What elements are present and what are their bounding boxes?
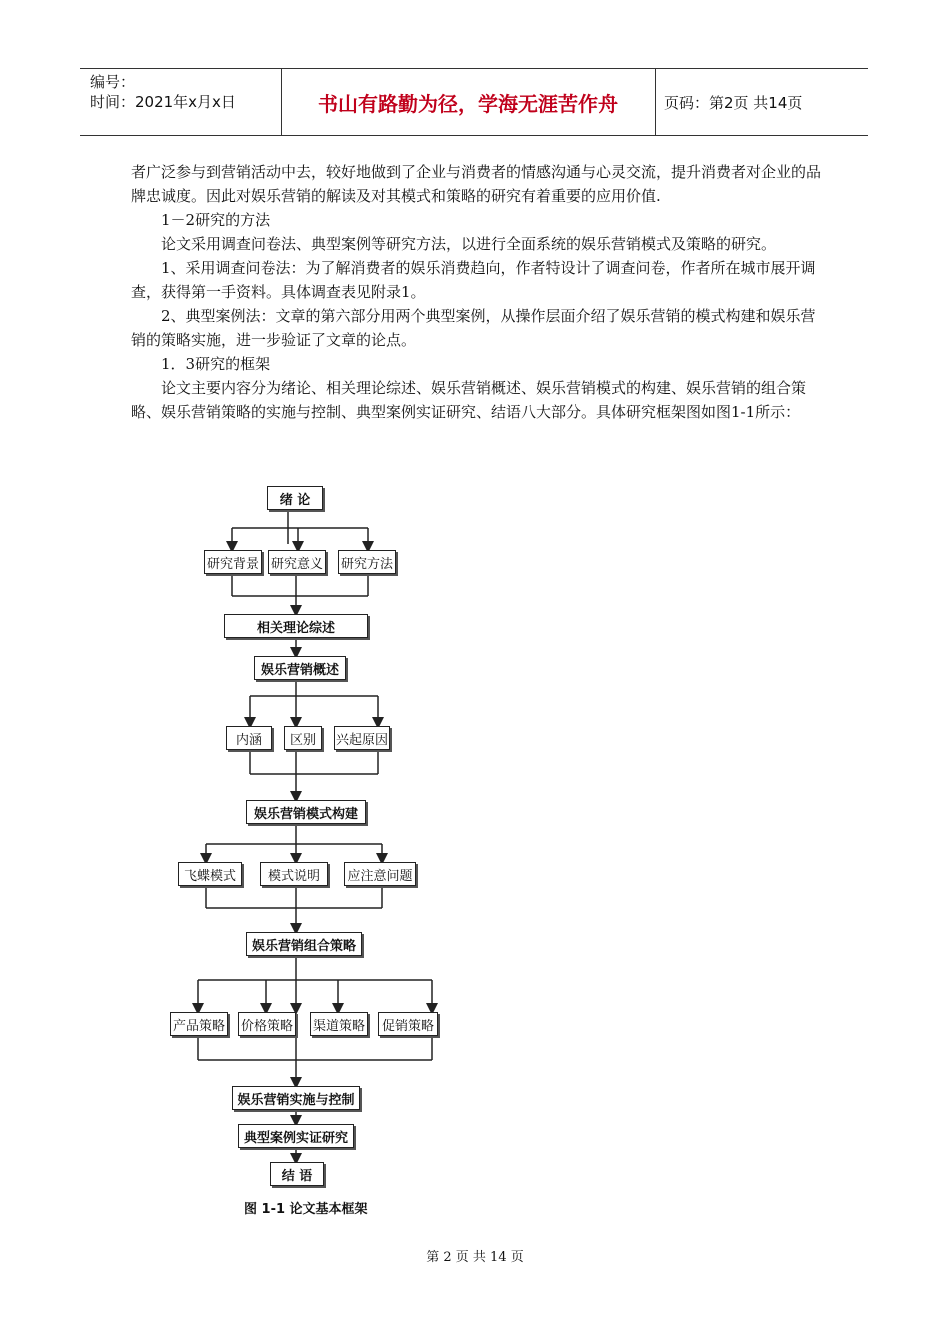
paragraph: 论文主要内容分为绪论、相关理论综述、娱乐营销概述、娱乐营销模式的构建、娱乐营销的组合策略、娱乐营销策略的实施与控制、典型案例实证研究、结语八大部分。具体研究框架图如图1-1所示： bbox=[131, 379, 807, 421]
node-theory-review: 相关理论综述 bbox=[224, 614, 368, 638]
document-number-label: 编号： bbox=[90, 73, 136, 91]
node-conclusion: 结 语 bbox=[270, 1162, 324, 1186]
node-product-strategy: 产品策略 bbox=[170, 1012, 228, 1036]
node-research-significance: 研究意义 bbox=[268, 550, 326, 574]
page-header bbox=[80, 68, 868, 136]
paragraph: 2、典型案例法：文章的第六部分用两个典型案例，从操作层面介绍了娱乐营销的模式构建和娱乐营销的策略实施，进一步验证了文章的论点。 bbox=[131, 307, 816, 349]
document-date-label: 时间：2021年x月x日 bbox=[90, 93, 236, 111]
section-heading: 1．3研究的框架 bbox=[161, 355, 271, 373]
node-research-background: 研究背景 bbox=[204, 550, 262, 574]
node-price-strategy: 价格策略 bbox=[238, 1012, 296, 1036]
node-combination-strategy: 娱乐营销组合策略 bbox=[246, 932, 362, 956]
document-body bbox=[131, 160, 821, 424]
paragraph: 论文采用调查问卷法、典型案例等研究方法，以进行全面系统的娱乐营销模式及策略的研究。 bbox=[161, 235, 777, 253]
header-meta bbox=[80, 69, 280, 135]
node-flying-disc-model: 飞蝶模式 bbox=[178, 862, 242, 886]
figure-caption: 图 1-1 论文基本框架 bbox=[244, 1202, 368, 1217]
header-motto: 书山有路勤为径，学海无涯苦作舟 bbox=[318, 91, 618, 116]
node-difference: 区别 bbox=[284, 726, 322, 750]
node-model-description: 模式说明 bbox=[260, 862, 328, 886]
paragraph: 1、采用调查问卷法：为了解消费者的娱乐消费趋向，作者特设计了调查问卷，作者所在城市展开调查，获得第一手资料。具体调查表见附录1。 bbox=[131, 259, 816, 301]
section-heading: 1－2研究的方法 bbox=[161, 211, 271, 229]
node-connotation: 内涵 bbox=[226, 726, 272, 750]
node-promotion-strategy: 促销策略 bbox=[378, 1012, 438, 1036]
diagram-connectors bbox=[160, 484, 460, 1229]
header-page-info: 页码：第2页 共14页 bbox=[664, 93, 803, 112]
header-divider bbox=[655, 69, 656, 135]
node-case-studies: 典型案例实证研究 bbox=[238, 1124, 354, 1148]
framework-diagram bbox=[160, 484, 460, 1229]
node-implementation-control: 娱乐营销实施与控制 bbox=[232, 1086, 360, 1110]
node-model-construction: 娱乐营销模式构建 bbox=[246, 800, 366, 824]
node-intro: 绪 论 bbox=[267, 486, 323, 510]
paragraph: 者广泛参与到营销活动中去，较好地做到了企业与消费者的情感沟通与心灵交流，提升消费者对企业的品牌忠诚度。因此对娱乐营销的解读及对其模式和策略的研究有着重要的应用价值. bbox=[131, 163, 822, 205]
page-footer: 第 2 页 共 14 页 bbox=[426, 1250, 524, 1265]
node-channel-strategy: 渠道策略 bbox=[310, 1012, 368, 1036]
node-notes: 应注意问题 bbox=[344, 862, 416, 886]
node-overview: 娱乐营销概述 bbox=[254, 656, 346, 680]
node-research-methods: 研究方法 bbox=[338, 550, 396, 574]
node-rise-reasons: 兴起原因 bbox=[334, 726, 390, 750]
